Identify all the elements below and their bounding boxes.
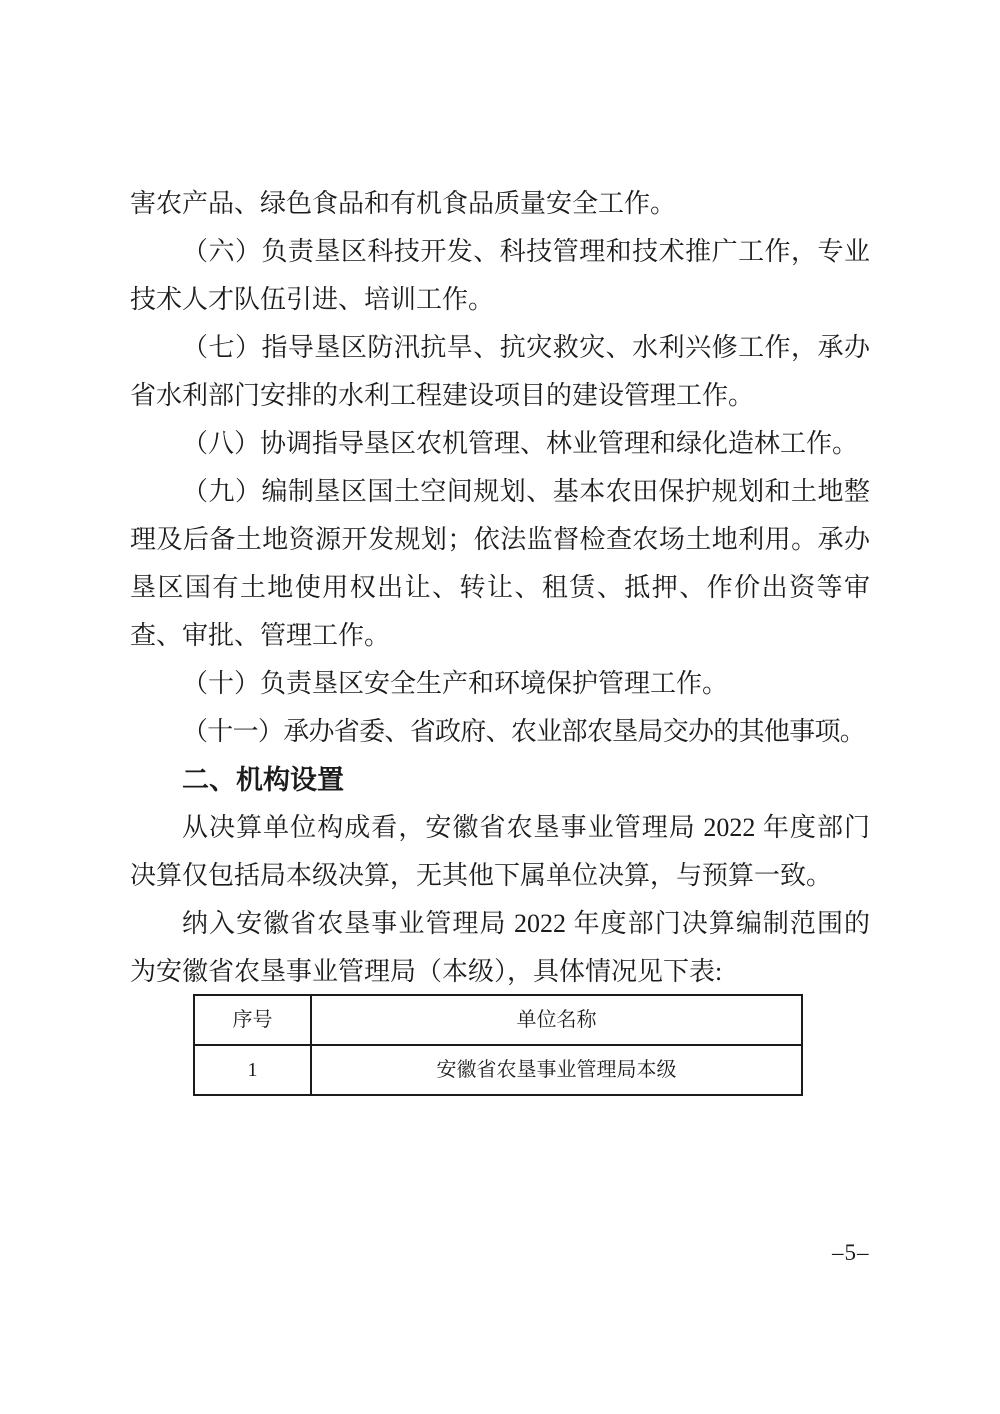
table-header-row xyxy=(194,995,802,1045)
paragraph-budget-units: 从决算单位构成看，安徽省农垦事业管理局 2022 年度部门决算仅包括局本级决算，无其他下属单位决算，与预算一致。 xyxy=(130,813,870,890)
table-row xyxy=(194,1045,802,1095)
paragraph-item-7: （七）指导垦区防汛抗旱、抗灾救灾、水利兴修工作，承办省水利部门安排的水利工程建设项目的建设管理工作。 xyxy=(130,333,870,410)
paragraph-item-10: （十）负责垦区安全生产和环境保护管理工作。 xyxy=(182,669,729,698)
section-heading: 二、机构设置 xyxy=(182,765,344,795)
paragraph-item-8: （八）协调指导垦区农机管理、林业管理和绿化造林工作。 xyxy=(182,429,859,458)
paragraph-item-9: （九）编制垦区国土空间规划、基本农田保护规划和土地整理及后备土地资源开发规划；依法监督检查农场土地利用。承办垦区国有土地使用权出让、转让、租赁、抵押、作价出资等审查、审批、管理工作。 xyxy=(130,477,870,650)
paragraph-item-6: （六）负责垦区科技开发、科技管理和技术推广工作，专业技术人才队伍引进、培训工作。 xyxy=(130,237,870,314)
table-header-cell-seq: 序号 xyxy=(194,995,311,1045)
units-table xyxy=(193,994,803,1096)
table-cell-seq: 1 xyxy=(194,1045,311,1095)
table-header-cell-unit-name: 单位名称 xyxy=(311,995,802,1045)
page-number: –5– xyxy=(832,1240,870,1265)
paragraph-scope-intro: 纳入安徽省农垦事业管理局 2022 年度部门决算编制范围的为安徽省农垦事业管理局（本级），具体情况见下表: xyxy=(130,909,870,986)
paragraph-continuation: 害农产品、绿色食品和有机食品质量安全工作。 xyxy=(130,189,677,218)
body-text xyxy=(130,180,870,1096)
table-cell-unit-name: 安徽省农垦事业管理局本级 xyxy=(311,1045,802,1095)
paragraph-item-11: （十一）承办省委、省政府、农业部农垦局交办的其他事项。 xyxy=(182,717,866,746)
